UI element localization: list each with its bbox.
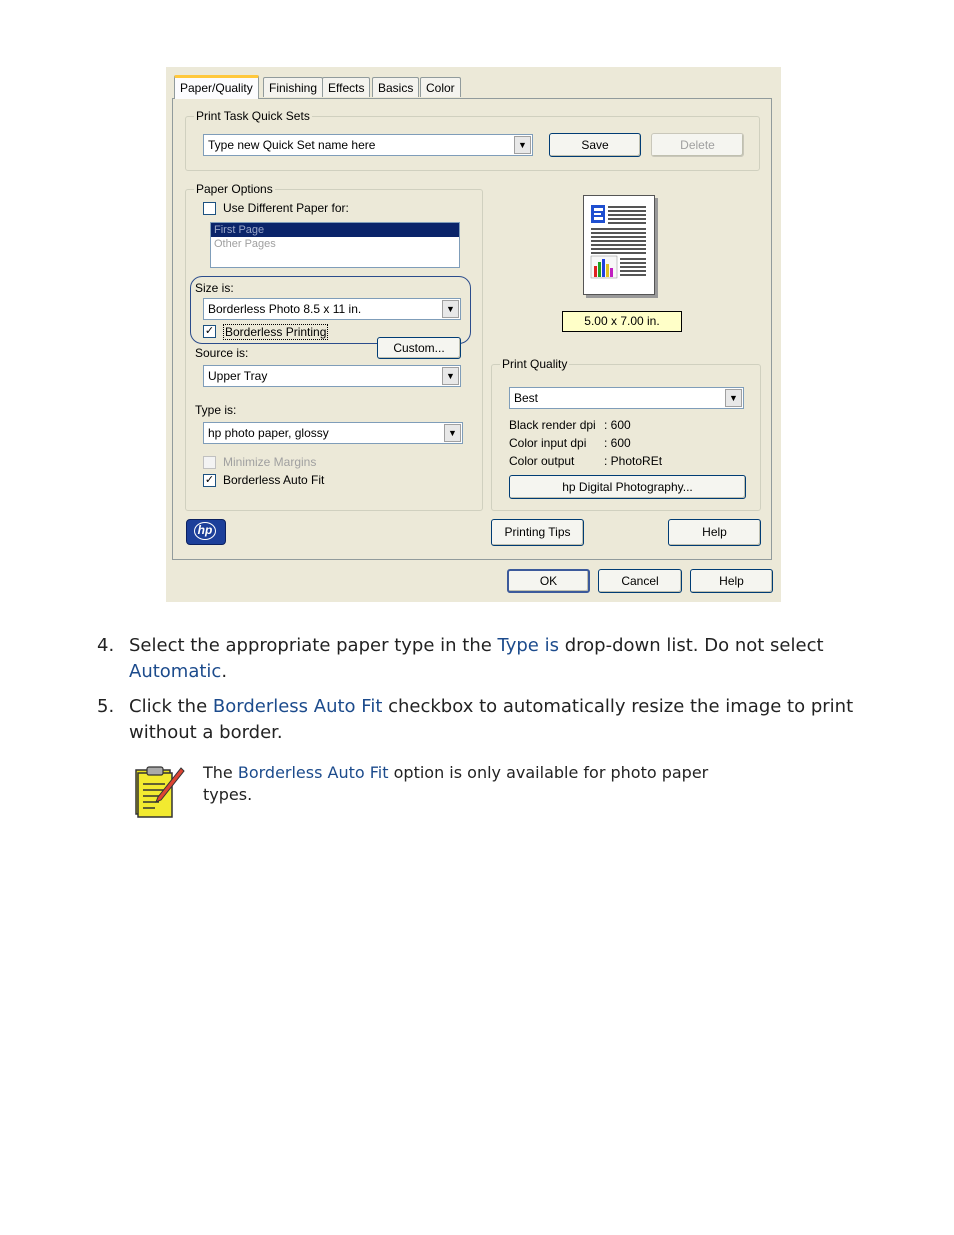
- chevron-down-icon[interactable]: ▼: [444, 424, 461, 442]
- step-text: Select the appropriate paper type in the: [129, 635, 498, 656]
- note-highlight: Borderless Auto Fit: [237, 763, 389, 782]
- print-quality-combo[interactable]: [509, 387, 744, 409]
- chevron-down-icon[interactable]: ▼: [514, 136, 531, 154]
- borderless-printing-checkbox[interactable]: ✓: [204, 325, 215, 337]
- page-list[interactable]: [210, 222, 460, 268]
- type-combo[interactable]: [203, 422, 463, 444]
- chevron-down-icon[interactable]: ▼: [442, 300, 459, 318]
- quick-sets-group: [185, 109, 760, 171]
- use-different-paper-checkbox[interactable]: [203, 202, 216, 215]
- step-number: 5.: [97, 696, 115, 717]
- chevron-down-icon[interactable]: ▼: [725, 389, 742, 407]
- hp-logo: [186, 519, 226, 545]
- size-label: Size is:: [195, 281, 234, 295]
- color-output-value: : PhotoREt: [604, 454, 663, 468]
- note-text: [203, 762, 723, 806]
- paper-options-group: [185, 182, 483, 511]
- ok-button[interactable]: OK: [507, 569, 590, 593]
- color-dpi-label: Color input dpi: [509, 436, 587, 450]
- step-highlight-borderless-auto-fit: Borderless Auto Fit: [212, 696, 383, 717]
- minimize-margins-checkbox[interactable]: [203, 456, 216, 469]
- step-4: [97, 633, 897, 685]
- hp-digital-photography-button[interactable]: hp Digital Photography...: [509, 475, 746, 499]
- quick-set-combo[interactable]: [203, 134, 533, 156]
- custom-button[interactable]: Custom...: [377, 337, 461, 359]
- list-item-other-pages[interactable]: Other Pages: [214, 238, 276, 250]
- step-number: 4.: [97, 635, 115, 656]
- step-highlight-type-is: Type is: [497, 635, 559, 656]
- list-item-first-page[interactable]: First Page: [211, 223, 459, 237]
- minimize-margins-label: Minimize Margins: [223, 455, 317, 469]
- borderless-auto-fit-checkbox[interactable]: ✓: [204, 474, 215, 486]
- instruction-steps: [97, 633, 897, 755]
- paper-options-legend: Paper Options: [196, 182, 273, 196]
- highlight-ring: [190, 276, 471, 344]
- page-preview-icon: [584, 196, 654, 294]
- tab-color[interactable]: Color: [420, 77, 461, 97]
- save-button[interactable]: Save: [549, 133, 641, 157]
- step-5: [97, 694, 897, 746]
- chevron-down-icon[interactable]: ▼: [442, 367, 459, 385]
- page-size-badge: 5.00 x 7.00 in.: [562, 311, 682, 332]
- black-dpi-label: Black render dpi: [509, 418, 596, 432]
- borderless-printing-label: Borderless Printing: [225, 325, 327, 339]
- notepad-icon: [133, 764, 185, 818]
- printing-tips-button[interactable]: Printing Tips: [491, 519, 584, 546]
- help-button[interactable]: Help: [668, 519, 761, 546]
- cancel-button[interactable]: Cancel: [598, 569, 682, 593]
- delete-button[interactable]: Delete: [651, 133, 744, 157]
- quick-set-value: Type new Quick Set name here: [208, 138, 376, 152]
- tab-effects[interactable]: Effects: [322, 77, 370, 97]
- print-quality-value: Best: [514, 391, 539, 405]
- printer-properties-dialog: [166, 67, 781, 602]
- source-value: Upper Tray: [208, 369, 268, 383]
- use-different-paper-label: Use Different Paper for:: [223, 201, 349, 215]
- type-label: Type is:: [195, 403, 237, 417]
- page-preview: [583, 195, 655, 295]
- type-value: hp photo paper, glossy: [208, 426, 329, 440]
- note-text-part: option is only available for photo paper types.: [203, 763, 709, 804]
- step-text: Click the: [129, 696, 213, 717]
- source-label: Source is:: [195, 346, 249, 360]
- quick-sets-legend: Print Task Quick Sets: [196, 109, 310, 123]
- print-quality-group: [491, 357, 761, 511]
- print-quality-legend: Print Quality: [502, 357, 568, 371]
- tab-finishing[interactable]: Finishing: [263, 77, 323, 97]
- black-dpi-value: : 600: [604, 418, 631, 432]
- step-text: checkbox to automatically resize the image to print without a border.: [129, 696, 854, 743]
- tab-paper-quality[interactable]: Paper/Quality: [174, 75, 259, 99]
- step-highlight-automatic: Automatic: [129, 661, 222, 682]
- hp-logo-mark: hp: [194, 522, 216, 540]
- color-dpi-value: : 600: [604, 436, 631, 450]
- step-text: .: [221, 661, 228, 682]
- color-output-label: Color output: [509, 454, 575, 468]
- source-combo[interactable]: [203, 365, 461, 387]
- borderless-auto-fit-label: Borderless Auto Fit: [223, 473, 325, 487]
- dialog-help-button[interactable]: Help: [690, 569, 773, 593]
- size-value: Borderless Photo 8.5 x 11 in.: [208, 302, 362, 316]
- tab-panel: [172, 98, 772, 560]
- note-text-part: The: [203, 763, 238, 782]
- step-text: drop-down list. Do not select: [558, 635, 824, 656]
- tab-basics[interactable]: Basics: [372, 77, 419, 97]
